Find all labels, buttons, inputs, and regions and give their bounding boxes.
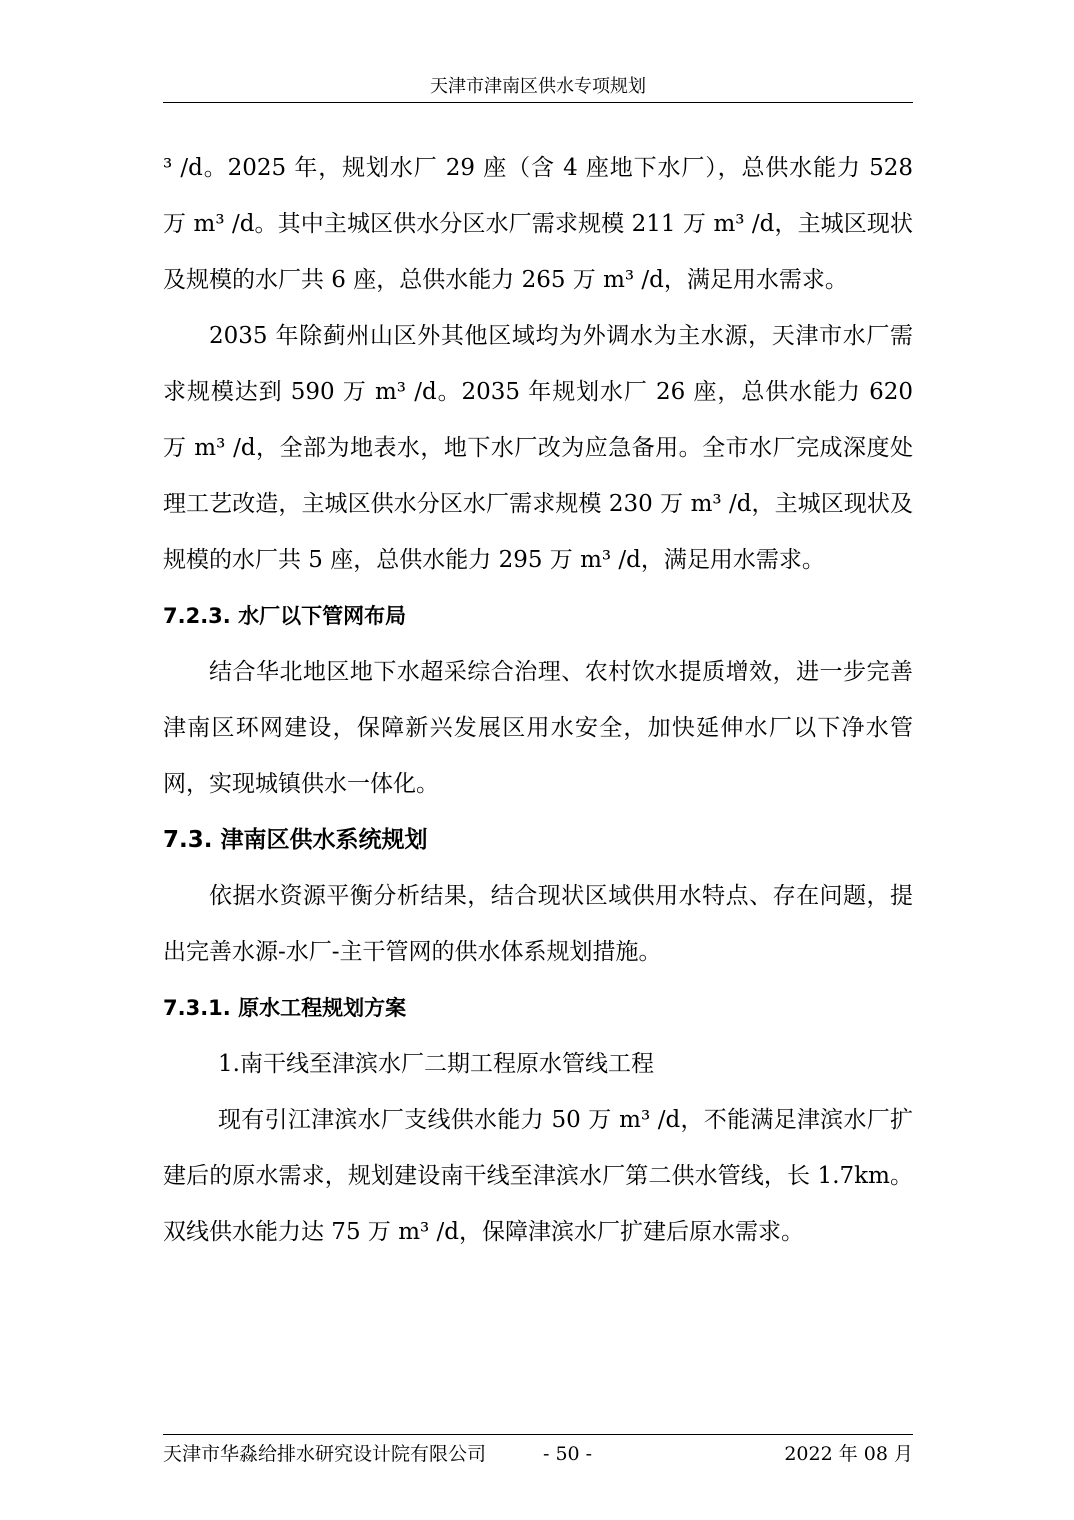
footer-date: 2022 年 08 月 (784, 1443, 913, 1465)
footer-company: 天津市华淼给排水研究设计院有限公司 (163, 1443, 487, 1465)
section-heading-7-3-1: 7.3.1. 原水工程规划方案 (163, 996, 407, 1020)
page-header-title: 天津市津南区供水专项规划 (430, 76, 646, 97)
paragraph-raw-water-pipeline: 现有引江津滨水厂支线供水能力 50 万 m³ /d，不能满足津滨水厂扩建后的原水需求，规划建设南干线至津滨水厂第二供水管线，长 1.7km。双线供水能力达 75 万 m³ /d，保障津滨水厂扩建后原水需求。 (163, 1107, 913, 1245)
paragraph-supply-system: 依据水资源平衡分析结果，结合现状区域供用水特点、存在问题，提出完善水源-水厂-主干管网的供水体系规划措施。 (163, 883, 913, 965)
paragraph-2025-plan: ³ /d。2025 年，规划水厂 29 座（含 4 座地下水厂），总供水能力 528 万 m³ /d。其中主城区供水分区水厂需求规模 211 万 m³ /d，主城区现状及规模的水厂共 6 座，总供水能力 265 万 m³ /d，满足用水需求。 (163, 155, 913, 293)
footer-divider (163, 1434, 913, 1435)
paragraph-2035-plan: 2035 年除蓟州山区外其他区域均为外调水为主水源，天津市水厂需求规模达到 590 万 m³ /d。2035 年规划水厂 26 座，总供水能力 620 万 m³ /d，全部为地表水，地下水厂改为应急备用。全市水厂完成深度处理工艺改造，主城区供水分区水厂需求规模 230 万 m³ /d，主城区现状及规模的水厂共 5 座，总供水能力 295 万 m³ /d，满足用水需求。 (163, 323, 913, 573)
page-footer (163, 1439, 913, 1469)
header-divider (163, 102, 913, 103)
list-item-project-1: 1.南干线至津滨水厂二期工程原水管线工程 (218, 1051, 654, 1077)
section-heading-7-3: 7.3. 津南区供水系统规划 (163, 827, 428, 853)
page-number: - 50 - (543, 1443, 593, 1465)
paragraph-pipe-network: 结合华北地区地下水超采综合治理、农村饮水提质增效，进一步完善津南区环网建设，保障新兴发展区用水安全，加快延伸水厂以下净水管网，实现城镇供水一体化。 (163, 659, 913, 797)
section-heading-7-2-3: 7.2.3. 水厂以下管网布局 (163, 604, 407, 628)
document-body (163, 140, 913, 1260)
